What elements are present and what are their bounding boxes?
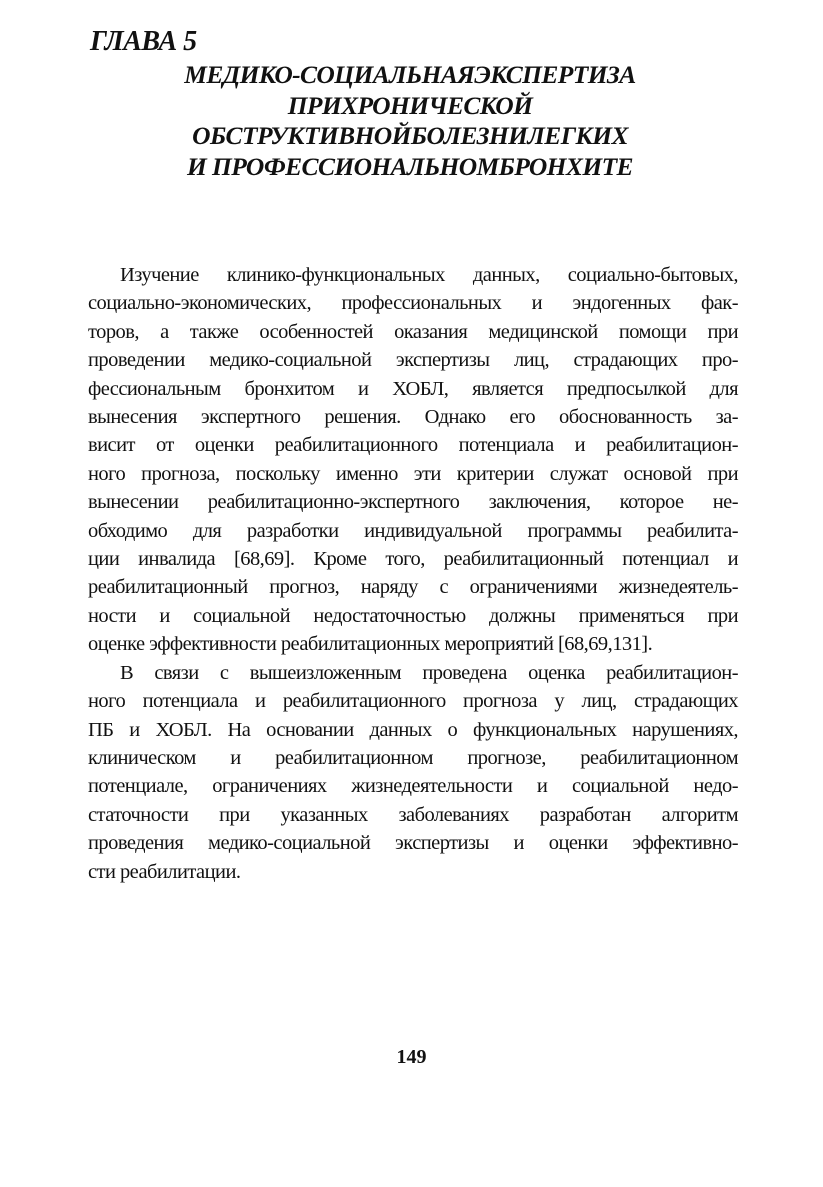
text-line: торов, а также особенностей оказания медицинской помощи при xyxy=(88,320,738,343)
paragraph xyxy=(88,659,738,886)
text-line: оценке эффективности реабилитационных мероприятий [68,69,131]. xyxy=(88,633,653,656)
chapter-title-line: МЕДИКО-СОЦИАЛЬНАЯЭКСПЕРТИЗА xyxy=(184,60,636,89)
chapter-title-line: И ПРОФЕССИОНАЛЬНОМБРОНХИТЕ xyxy=(187,151,633,181)
chapter-title-line: ОБСТРУКТИВНОЙБОЛЕЗНИЛЕГКИХ xyxy=(192,121,628,150)
chapter-title xyxy=(120,60,700,182)
text-line: вынесения экспертного решения. Однако его обоснованность за- xyxy=(88,406,738,429)
text-line: ного потенциала и реабилитационного прогноза у лиц, страдающих xyxy=(88,690,738,713)
chapter-label: ГЛАВА 5 xyxy=(90,26,197,57)
chapter-title-line: ПРИХРОНИЧЕСКОЙ xyxy=(287,90,533,120)
text-line: ции инвалида [68,69]. Кроме того, реабилитационный потенциал и xyxy=(88,548,738,571)
text-line: Изучение клинико-функциональных данных, социально-бытовых, xyxy=(120,264,738,286)
text-line: В связи с вышеизложенным проведена оценка реабилитацион- xyxy=(120,661,738,684)
text-line: обходимо для разработки индивидуальной программы реабилита- xyxy=(88,519,738,542)
text-line: ПБ и ХОБЛ. На основании данных о функциональных нарушениях, xyxy=(88,718,738,741)
text-line: висит от оценки реабилитационного потенциала и реабилитацион- xyxy=(88,434,738,457)
text-line: ного прогноза, поскольку именно эти критерии служат основой при xyxy=(88,462,738,485)
page-number: 149 xyxy=(396,1046,427,1068)
text-line: реабилитационный прогноз, наряду с ограничениями жизнедеятель- xyxy=(88,576,738,599)
body-text xyxy=(88,261,738,886)
text-line: проведении медико-социальной экспертизы лиц, страдающих про- xyxy=(88,349,738,372)
paragraph xyxy=(88,261,738,659)
text-line: фессиональным бронхитом и ХОБЛ, является предпосылкой для xyxy=(88,377,738,400)
text-line: проведения медико-социальной экспертизы и оценки эффективно- xyxy=(88,832,738,855)
text-line: сти реабилитации. xyxy=(88,860,241,883)
text-line: потенциале, ограничениях жизнедеятельности и социальной недо- xyxy=(88,775,738,798)
text-line: социально-экономических, профессиональных и эндогенных фак- xyxy=(88,292,738,315)
text-line: ности и социальной недостаточностью должны применяться при xyxy=(88,604,738,627)
text-line: вынесении реабилитационно-экспертного заключения, которое не- xyxy=(88,491,738,514)
text-line: статочности при указанных заболеваниях разработан алгоритм xyxy=(88,803,738,826)
text-line: клиническом и реабилитационном прогнозе, реабилитационном xyxy=(88,746,738,769)
